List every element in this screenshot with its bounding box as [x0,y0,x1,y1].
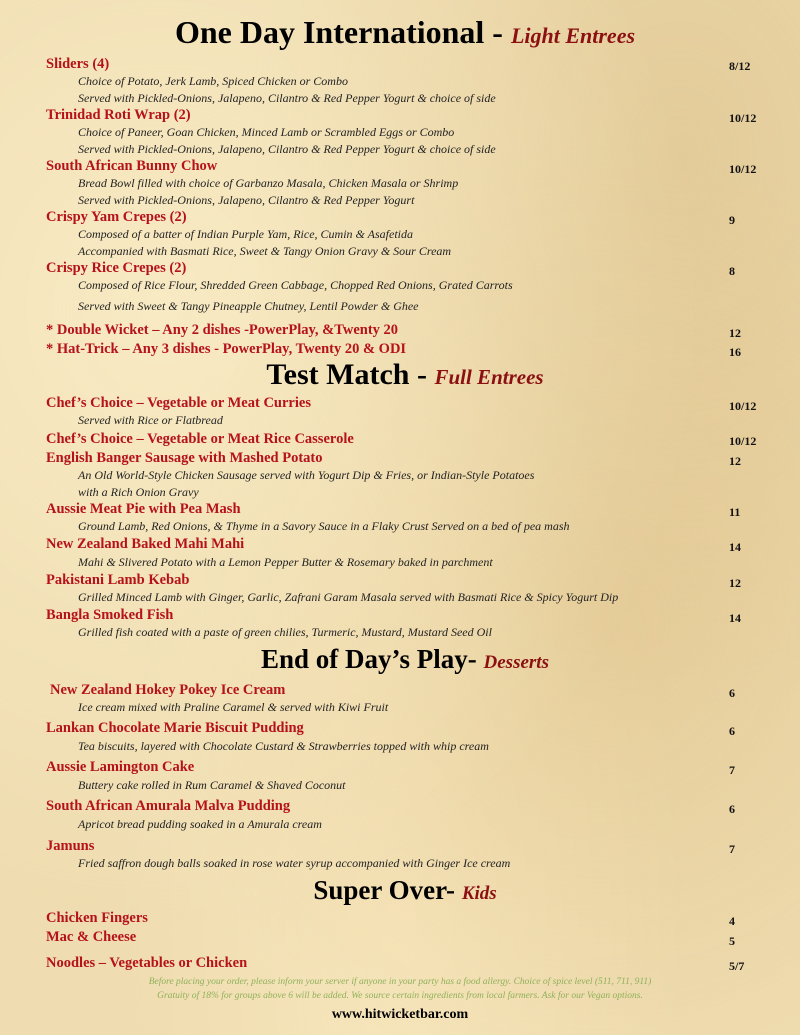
menu-item-description: Served with Pickled-Onions, Jalapeno, Cilantro & Red Pepper Yogurt & choice of side [78,142,496,156]
section-heading-light-entrees [0,14,800,51]
menu-item-name: South African Bunny Chow [46,158,218,174]
menu-item-description: Served with Sweet & Tangy Pineapple Chutney, Lentil Powder & Ghee [78,299,419,313]
menu-item-description: Ground Lamb, Red Onions, & Thyme in a Savory Sauce in a Flaky Crust Served on a bed of pea mash [78,519,570,533]
section-heading-kids [0,875,800,906]
gratuity-note: Gratuity of 18% for groups above 6 will be added. We source certain ingredients from local farmers. Ask for our Vegan options. [157,991,643,1001]
menu-item-name: Crispy Yam Crepes (2) [46,209,187,225]
menu-item-description: Served with Pickled-Onions, Jalapeno, Cilantro & Red Pepper Yogurt [78,193,415,207]
menu-item-price: 6 [729,724,735,738]
menu-item-description: Bread Bowl filled with choice of Garbanzo Masala, Chicken Masala or Shrimp [78,176,459,190]
menu-item-name: Sliders (4) [46,56,110,72]
section-title: Test Match - [266,358,435,391]
menu-item-price: 8 [729,264,735,278]
section-subtitle: Full Entrees [434,365,544,389]
menu-item-price: 5/7 [729,959,745,973]
menu-item-name: South African Amurala Malva Pudding [46,798,291,814]
menu-item-price: 10/12 [729,162,757,176]
menu-item-name: Pakistani Lamb Kebab [46,572,190,588]
menu-item-description: Composed of Rice Flour, Shredded Green Cabbage, Chopped Red Onions, Grated Carrots [78,278,513,292]
section-subtitle: Desserts [483,652,549,673]
menu-item-description: Served with Pickled-Onions, Jalapeno, Cilantro & Red Pepper Yogurt & choice of side [78,91,496,105]
menu-item-description: Mahi & Slivered Potato with a Lemon Pepper Butter & Rosemary baked in parchment [78,555,493,569]
menu-item-price: 7 [729,842,735,856]
section-subtitle: Kids [461,883,497,904]
menu-item-price: 10/12 [729,434,757,448]
menu-item-price: 12 [729,454,741,468]
menu-item-price: 9 [729,213,735,227]
menu-item-name: Mac & Cheese [46,929,137,945]
menu-item-name: Aussie Meat Pie with Pea Mash [46,501,241,517]
menu-item-description: with a Rich Onion Gravy [78,485,199,499]
allergy-note: Before placing your order, please inform your server if anyone in your party has a food allergy. Choice of spice level (511, 711, 911) [148,977,652,987]
menu-item-name: Chef’s Choice – Vegetable or Meat Curries [46,395,311,411]
menu-item-description: Apricot bread pudding soaked in a Amurala cream [78,817,322,831]
combo-offer-price: 16 [729,345,741,359]
menu-item-description: Accompanied with Basmati Rice, Sweet & Tangy Onion Gravy & Sour Cream [78,244,452,258]
menu-item-description: Choice of Potato, Jerk Lamb, Spiced Chicken or Combo [78,74,348,88]
section-heading-full-entrees [0,358,800,392]
menu-item-price: 5 [729,934,735,948]
section-title: One Day International - [174,14,511,50]
menu-item-description: Served with Rice or Flatbread [78,413,223,427]
menu-item-name: Crispy Rice Crepes (2) [46,260,187,276]
menu-item-price: 6 [729,802,735,816]
combo-offer-price: 12 [729,326,741,340]
menu-item-description: Grilled Minced Lamb with Ginger, Garlic, Zafrani Garam Masala served with Basmati Rice & Spicy Yogurt Dip [78,590,619,604]
menu-item-name: Bangla Smoked Fish [46,607,174,623]
section-title: Super Over- [313,875,462,905]
menu-item-price: 4 [729,914,735,928]
combo-offer-name: * Hat-Trick – Any 3 dishes - PowerPlay, Twenty 20 & ODI [46,341,407,357]
menu-item-description: Buttery cake rolled in Rum Caramel & Shaved Coconut [78,778,346,792]
menu-item-description: Composed of a batter of Indian Purple Yam, Rice, Cumin & Asafetida [78,227,413,241]
menu-item-price: 11 [729,505,741,519]
menu-item-price: 14 [729,540,741,554]
menu-item-description: Fried saffron dough balls soaked in rose water syrup accompanied with Ginger Ice cream [78,856,511,870]
menu-item-name: New Zealand Hokey Pokey Ice Cream [50,682,286,698]
menu-item-name: Chef’s Choice – Vegetable or Meat Rice Casserole [46,431,354,447]
menu-item-price: 8/12 [729,59,751,73]
combo-offer-name: * Double Wicket – Any 2 dishes -PowerPlay, &Twenty 20 [46,322,399,338]
menu-item-description: Choice of Paneer, Goan Chicken, Minced Lamb or Scrambled Eggs or Combo [78,125,455,139]
menu-item-name: Jamuns [46,838,95,854]
menu-item-name: Aussie Lamington Cake [46,759,195,775]
menu-item-price: 14 [729,611,741,625]
menu-item-description: An Old World-Style Chicken Sausage served with Yogurt Dip & Fries, or Indian-Style Potatoes [78,468,535,482]
menu-item-name: English Banger Sausage with Mashed Potato [46,450,323,466]
menu-item-name: Lankan Chocolate Marie Biscuit Pudding [46,720,304,736]
section-title: End of Day’s Play- [261,644,484,674]
menu-item-description: Ice cream mixed with Praline Caramel & served with Kiwi Fruit [78,700,389,714]
menu-item-description: Tea biscuits, layered with Chocolate Custard & Strawberries topped with whip cream [78,739,489,753]
menu-item-description: Grilled fish coated with a paste of green chilies, Turmeric, Mustard, Mustard Seed Oil [78,625,492,639]
website-url: www.hitwicketbar.com [331,1007,469,1022]
menu-item-price: 6 [729,686,735,700]
menu-item-name: New Zealand Baked Mahi Mahi [46,536,245,552]
menu-item-price: 7 [729,763,735,777]
menu-item-name: Noodles – Vegetables or Chicken [46,955,248,971]
menu-item-name: Chicken Fingers [46,910,148,926]
menu-item-name: Trinidad Roti Wrap (2) [46,107,191,123]
menu-item-price: 10/12 [729,399,757,413]
menu-item-price: 12 [729,576,741,590]
menu-item-price: 10/12 [729,111,757,125]
section-heading-desserts [0,644,800,675]
section-subtitle: Light Entrees [510,23,636,48]
